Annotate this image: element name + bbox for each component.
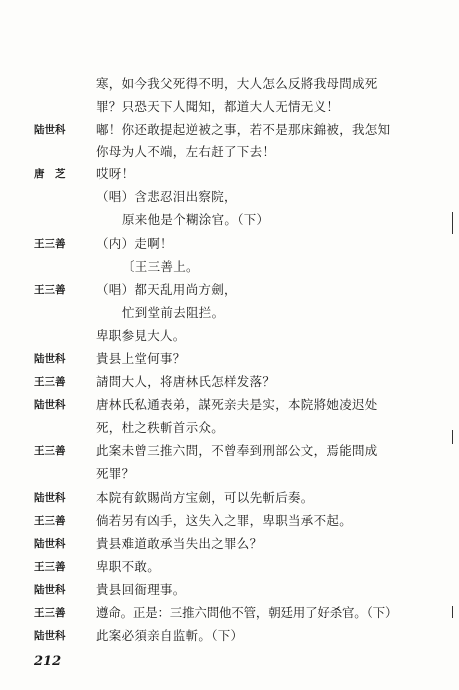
speaker-name: 陆世科 <box>34 124 66 136</box>
speaker-name: 陆世科 <box>34 538 66 550</box>
text-line: 哎呀！ <box>96 166 135 181</box>
text-line: 忙到堂前去阻拦。 <box>122 305 225 320</box>
text-line: 卑职参見大人。 <box>96 328 186 343</box>
text-line: 倘若另有凶手，这失入之罪，卑职当承不起。 <box>96 513 353 528</box>
speaker-name: 唐 芝 <box>34 168 66 180</box>
speaker-name: 陆世科 <box>34 630 66 642</box>
speaker-name: 王三善 <box>34 238 66 250</box>
text-line: 貴县难道敢承当失出之罪么？ <box>96 536 263 551</box>
text-line: 遵命。正是：三推六問他不管，朝廷用了好杀官。（下） <box>96 605 398 620</box>
speaker-name: 王三善 <box>34 284 66 296</box>
text-line: 嘟！你还敢提起逆被之事，若不是那床錦被，我怎知 <box>96 122 391 137</box>
speaker-name: 王三善 <box>34 515 66 527</box>
text-line: 此案必須亲自监斬。（下） <box>96 628 244 643</box>
text-line: （内）走啊！ <box>96 236 173 251</box>
text-line: 此案未曾三推六問，不曾奉到刑部公文，焉能問成 <box>96 443 378 458</box>
text-line: 請問大人，将唐林氏怎样发落？ <box>96 374 276 389</box>
text-line: 貴县回衙理事。 <box>96 582 186 597</box>
stage-direction: 〔王三善上。 <box>122 259 199 274</box>
text-line: 本院有欽賜尚方宝劍，可以先斬后奏。 <box>96 490 314 505</box>
scan-mark <box>452 606 453 618</box>
text-line: 唐林氏私通表弟，謀死亲夫是实，本院將她凌迟处 <box>96 397 378 412</box>
speaker-name: 陆世科 <box>34 492 66 504</box>
text-line: 寒，如今我父死得不明，大人怎么反將我母問成死 <box>96 76 378 91</box>
scan-mark <box>452 212 453 234</box>
speaker-name: 王三善 <box>34 561 66 573</box>
text-line: 原来他是个糊涂官。（下） <box>122 212 270 227</box>
text-line: （唱）都天乱用尚方劍， <box>96 282 237 297</box>
text-line: 貴县上堂何事？ <box>96 351 186 366</box>
speaker-name: 陆世科 <box>34 584 66 596</box>
text-line: 死罪？ <box>96 466 135 481</box>
scan-mark <box>452 430 453 444</box>
page-number: 212 <box>34 654 62 669</box>
speaker-name: 陆世科 <box>34 353 66 365</box>
text-line: （唱）含悲忍泪出察院， <box>96 189 237 204</box>
speaker-name: 王三善 <box>34 376 66 388</box>
text-line: 你母为人不端，左右赶了下去！ <box>96 144 276 159</box>
speaker-name: 王三善 <box>34 607 66 619</box>
text-line: 卑职不敢。 <box>96 559 161 574</box>
text-line: 罪？只恐天下人聞知，都道大人无情无义！ <box>96 99 340 114</box>
text-line: 死，杜之秩斬首示众。 <box>96 420 225 435</box>
speaker-name: 王三善 <box>34 445 66 457</box>
speaker-name: 陆世科 <box>34 399 66 411</box>
